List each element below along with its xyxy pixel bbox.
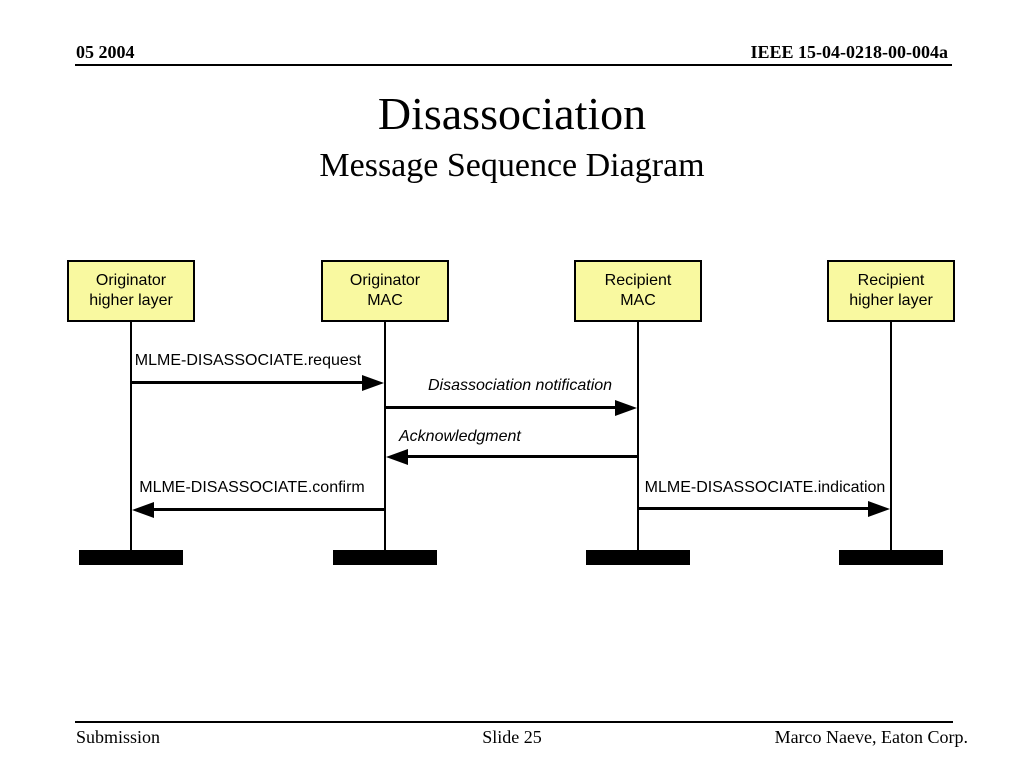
footer-submission-label: Submission bbox=[76, 727, 161, 747]
arrow-shaft-indication bbox=[639, 507, 868, 510]
actor-label-line: Originator bbox=[95, 272, 167, 289]
actor-label-line: MAC bbox=[620, 292, 656, 309]
message-label-disassociation-notification: Disassociation notification bbox=[427, 377, 613, 394]
arrowhead-right-icon bbox=[615, 400, 637, 416]
arrow-shaft-acknowledgment bbox=[408, 455, 637, 458]
actor-label-line: Recipient bbox=[604, 272, 672, 289]
header-document-number: IEEE 15-04-0218-00-004a bbox=[750, 42, 948, 62]
message-label-request: MLME-DISASSOCIATE.request bbox=[134, 352, 362, 369]
actor-box-originator-mac bbox=[321, 260, 449, 322]
actor-box-recipient-mac bbox=[574, 260, 702, 322]
lifeline-end-bar bbox=[586, 550, 690, 565]
lifeline-recipient-mac bbox=[637, 322, 639, 550]
footer-rule bbox=[75, 721, 953, 723]
actor-box-recipient-higher-layer bbox=[827, 260, 955, 322]
arrowhead-left-icon bbox=[132, 502, 154, 518]
lifeline-end-bar bbox=[79, 550, 183, 565]
lifeline-end-bar bbox=[333, 550, 437, 565]
actor-label-line: Recipient bbox=[857, 272, 925, 289]
footer-slide-number: Slide 25 bbox=[482, 727, 542, 747]
message-label-acknowledgment: Acknowledgment bbox=[399, 428, 521, 445]
arrow-shaft-confirm bbox=[154, 508, 384, 511]
actor-label-line: higher layer bbox=[849, 292, 933, 309]
lifeline-recipient-higher-layer bbox=[890, 322, 892, 550]
message-label-confirm: MLME-DISASSOCIATE.confirm bbox=[139, 479, 365, 496]
message-label-indication: MLME-DISASSOCIATE.indication bbox=[644, 479, 886, 496]
lifeline-end-bar bbox=[839, 550, 943, 565]
header-date: 05 2004 bbox=[76, 42, 135, 62]
actor-label-line: MAC bbox=[367, 292, 403, 309]
actor-box-originator-higher-layer bbox=[67, 260, 195, 322]
header-rule bbox=[75, 64, 952, 66]
arrow-shaft-notification bbox=[386, 406, 615, 409]
lifeline-originator-mac bbox=[384, 322, 386, 550]
actor-label-line: higher layer bbox=[89, 292, 173, 309]
footer-author: Marco Naeve, Eaton Corp. bbox=[774, 727, 968, 747]
arrow-shaft-request bbox=[132, 381, 362, 384]
arrowhead-right-icon bbox=[362, 375, 384, 391]
arrowhead-left-icon bbox=[386, 449, 408, 465]
actor-label-line: Originator bbox=[349, 272, 421, 289]
page-title: Disassociation bbox=[377, 88, 647, 139]
arrowhead-right-icon bbox=[868, 501, 890, 517]
page-subtitle: Message Sequence Diagram bbox=[319, 147, 705, 184]
